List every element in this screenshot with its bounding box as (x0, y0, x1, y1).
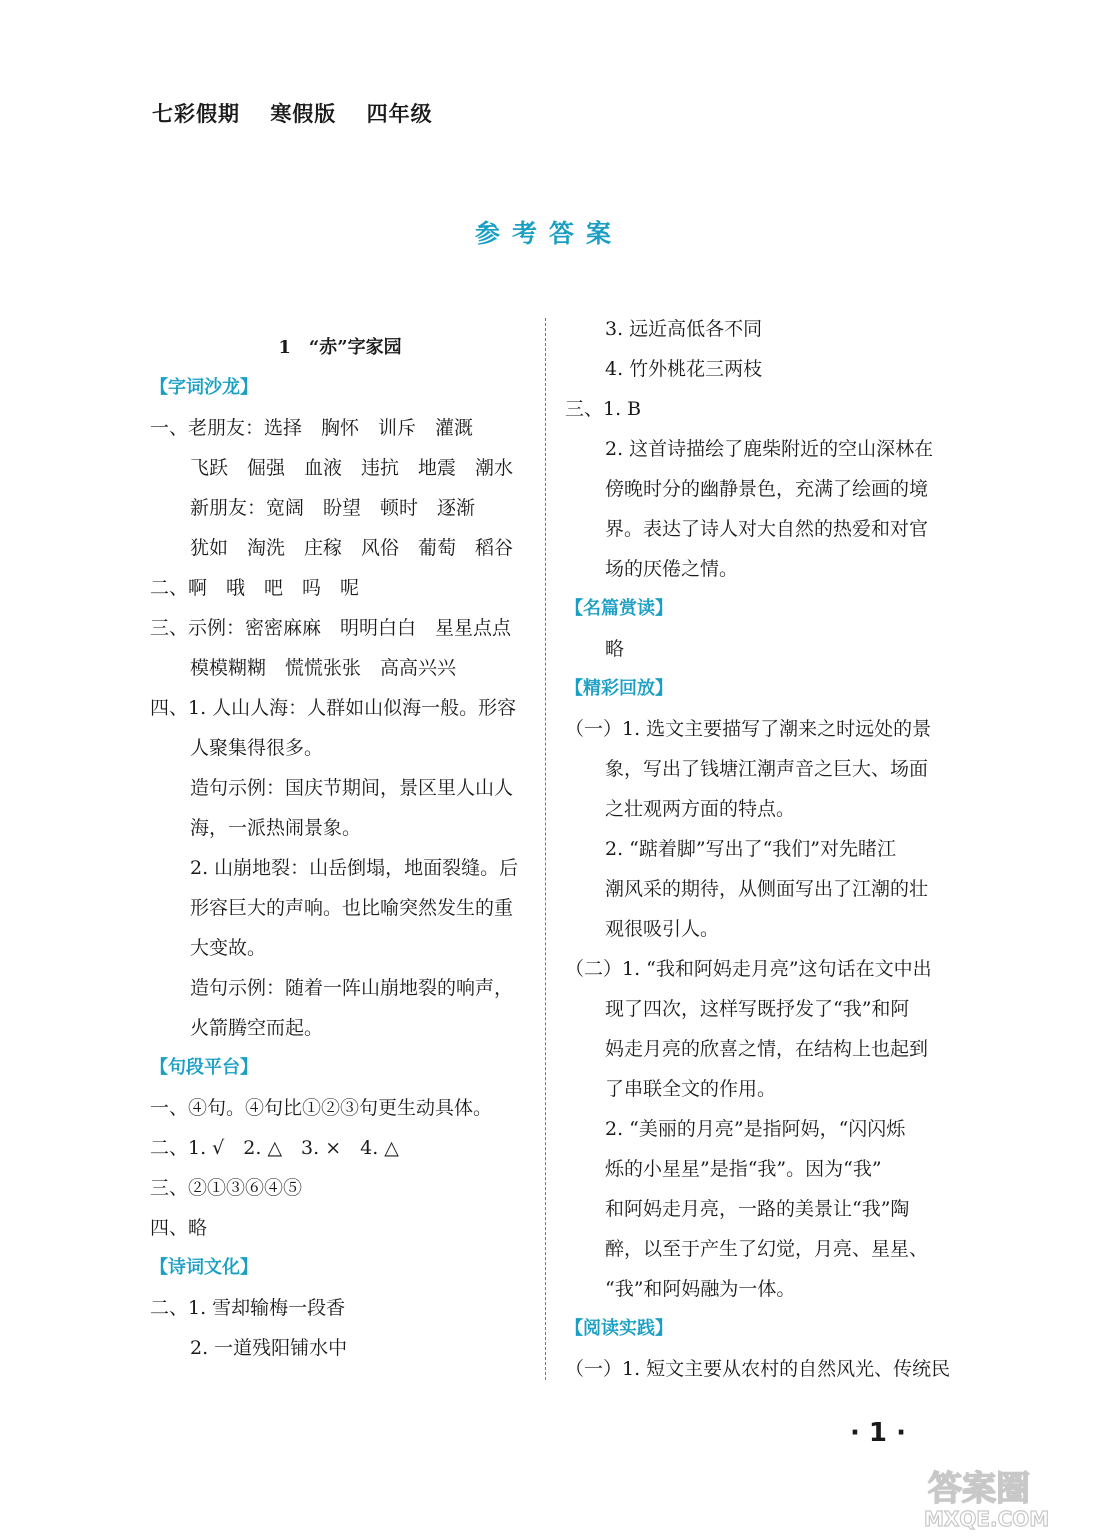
right-text-line: 2. 这首诗描绘了鹿柴附近的空山深林在 (605, 438, 934, 460)
left-text-line: 飞跃 倔强 血液 违抗 地震 潮水 (190, 457, 514, 479)
right-text-line: 2. “踮着脚”写出了“我们”对先睹江 (605, 838, 897, 860)
left-text-line: 造句示例：国庆节期间，景区里人山人 (190, 777, 514, 799)
left-section-heading: 【字词沙龙】 (150, 377, 258, 398)
header-grade: 四年级 (366, 102, 433, 126)
left-text-line: 一、老朋友：选择 胸怀 训斥 灌溉 (150, 417, 474, 439)
left-text-line: 1 “赤”字家园 (278, 337, 402, 358)
right-text-line: 和阿妈走月亮，一路的美景让“我”陶 (605, 1198, 910, 1220)
right-text-line: 略 (605, 638, 625, 660)
right-text-line: 场的厌倦之情。 (605, 558, 739, 580)
right-text-line: （一）1. 短文主要从农村的自然风光、传统民 (565, 1358, 951, 1380)
right-text-line: 2. “美丽的月亮”是指阿妈，“闪闪烁 (605, 1118, 906, 1140)
right-column (565, 313, 965, 1393)
right-text-line: （一）1. 选文主要描写了潮来之时远处的景 (565, 718, 932, 740)
page-title: 参考答案 (474, 219, 623, 248)
right-text-line: 了串联全文的作用。 (605, 1078, 777, 1100)
left-text-line: 2. 一道残阳铺水中 (190, 1337, 348, 1359)
header-edition: 寒假版 (270, 102, 337, 126)
left-text-line: 一、④句。④句比①②③句更生动具体。 (150, 1097, 493, 1119)
right-text-line: 界。表达了诗人对大自然的热爱和对官 (605, 518, 929, 540)
right-text-line: 醉，以至于产生了幻觉，月亮、星星、 (605, 1238, 929, 1260)
left-text-line: 二、1. 雪却输梅一段香 (150, 1297, 346, 1319)
right-text-line: 现了四次，这样写既抒发了“我”和阿 (605, 998, 910, 1020)
svg-text:MXQE.COM: MXQE.COM (924, 1507, 1050, 1531)
svg-text:答案圈: 答案圈 (928, 1469, 1030, 1509)
left-text-line: 造句示例：随着一阵山崩地裂的响声， (190, 977, 514, 999)
left-text-line: 火箭腾空而起。 (190, 1017, 324, 1039)
left-text-line: 海，一派热闹景象。 (190, 817, 362, 839)
watermark-logo (918, 1462, 1088, 1532)
left-section-heading: 【句段平台】 (150, 1057, 258, 1078)
left-text-line: 三、示例：密密麻麻 明明白白 星星点点 (150, 617, 512, 639)
right-text-line: 傍晚时分的幽静景色，充满了绘画的境 (605, 478, 929, 500)
right-text-line: 3. 远近高低各不同 (605, 318, 763, 340)
right-text-line: 之壮观两方面的特点。 (605, 798, 796, 820)
right-text-line: （二）1. “我和阿妈走月亮”这句话在文中出 (565, 958, 932, 980)
left-column (150, 332, 550, 1372)
left-text-line: 三、②①③⑥④⑤ (150, 1177, 303, 1199)
right-text-line: “我”和阿妈融为一体。 (605, 1278, 796, 1300)
right-section-heading: 【精彩回放】 (565, 678, 673, 699)
right-text-line: 象，写出了钱塘江潮声音之巨大、场面 (605, 758, 929, 780)
left-text-line: 犹如 淘洗 庄稼 风俗 葡萄 稻谷 (190, 537, 514, 559)
right-text-line: 4. 竹外桃花三两枝 (605, 358, 763, 380)
left-text-line: 二、1. √ 2. △ 3. × 4. △ (150, 1137, 399, 1159)
left-section-heading: 【诗词文化】 (150, 1257, 258, 1278)
left-text-line: 四、略 (150, 1217, 208, 1239)
left-text-line: 人聚集得很多。 (190, 737, 324, 759)
right-text-line: 潮风采的期待，从侧面写出了江潮的壮 (605, 878, 929, 900)
left-text-line: 新朋友：宽阔 盼望 顿时 逐渐 (190, 497, 476, 519)
left-text-line: 大变故。 (190, 937, 267, 959)
right-text-line: 妈走月亮的欣喜之情，在结构上也起到 (605, 1038, 929, 1060)
right-text-line: 三、1. B (565, 398, 642, 420)
left-text-line: 2. 山崩地裂：山岳倒塌，地面裂缝。后 (190, 857, 519, 879)
left-text-line: 二、啊 哦 吧 吗 呢 (150, 577, 360, 599)
left-text-line: 形容巨大的声响。也比喻突然发生的重 (190, 897, 514, 919)
left-text-line: 四、1. 人山人海：人群如山似海一般。形容 (150, 697, 517, 719)
header-series: 七彩假期 (152, 102, 240, 126)
left-text-line: 模模糊糊 慌慌张张 高高兴兴 (190, 657, 457, 679)
right-text-line: 观很吸引人。 (605, 918, 720, 940)
right-text-line: 烁的小星星”是指“我”。因为“我” (605, 1158, 882, 1180)
right-section-heading: 【名篇赏读】 (565, 598, 673, 619)
running-header (152, 98, 455, 128)
right-section-heading: 【阅读实践】 (565, 1318, 673, 1339)
page-number: · 1 · (850, 1418, 906, 1448)
